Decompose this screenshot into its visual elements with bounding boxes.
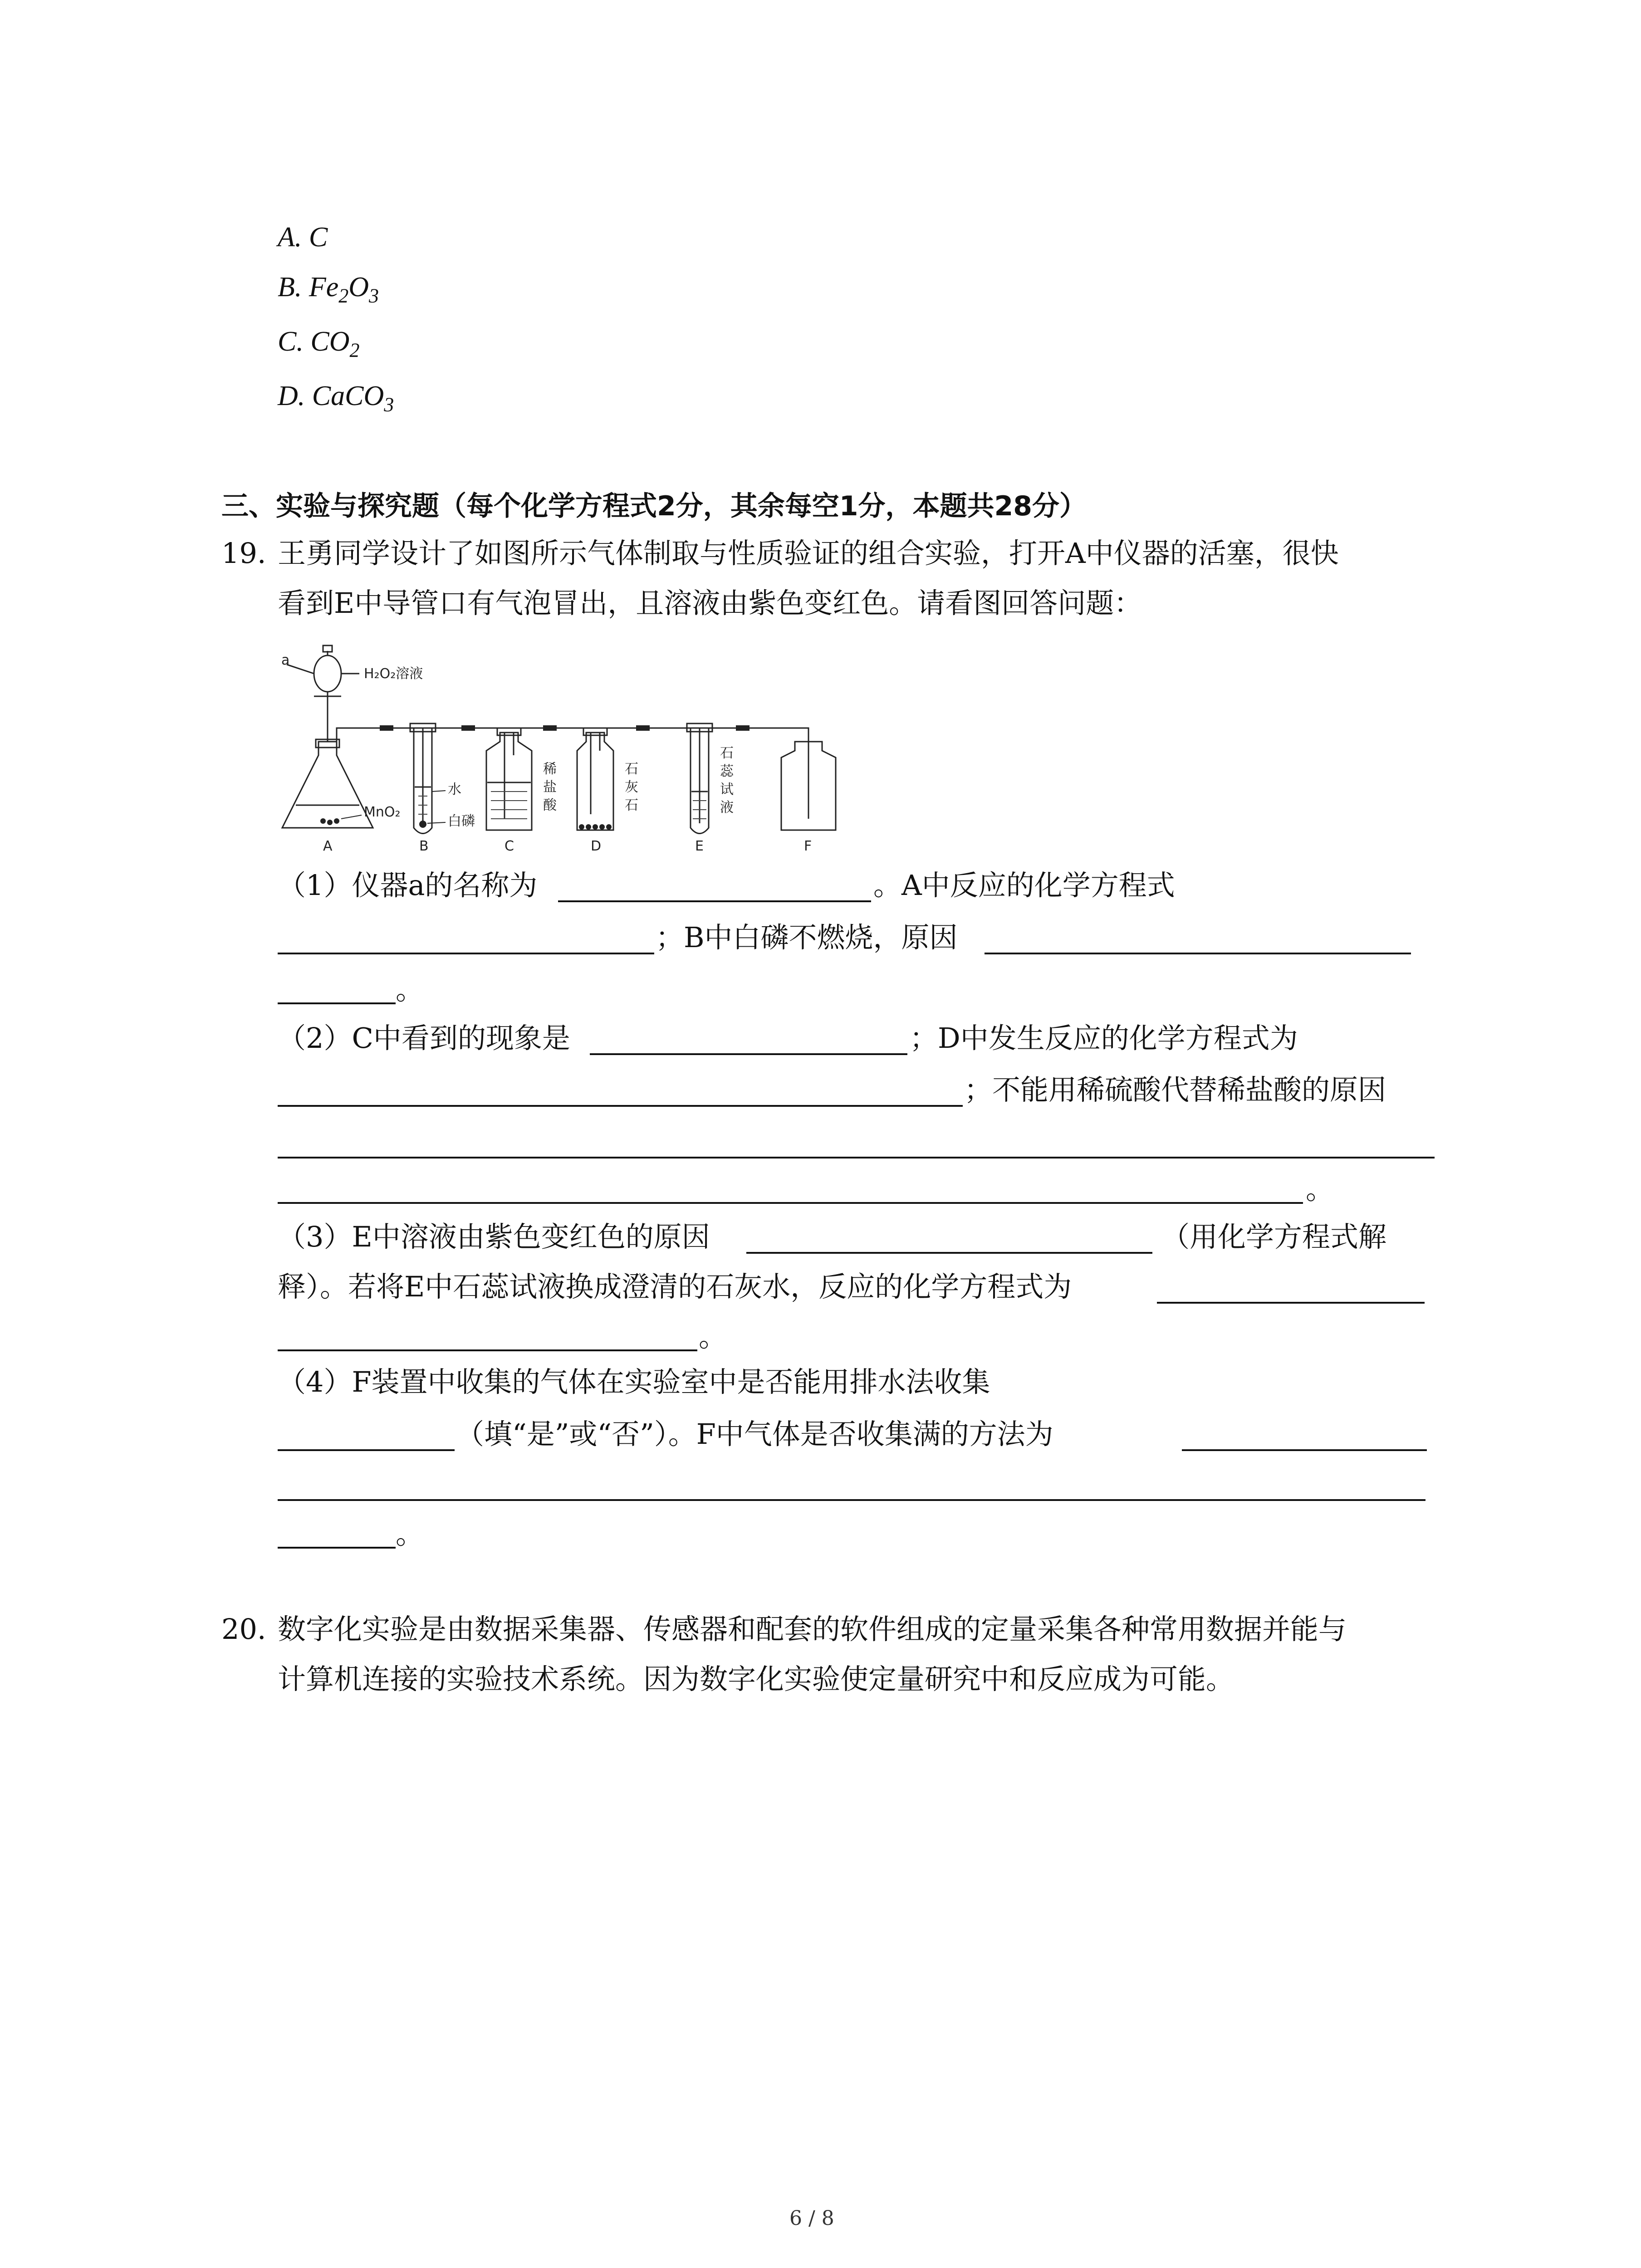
question-number-20: 20.: [221, 1613, 266, 1646]
bottle-c: [486, 733, 532, 830]
apparatus-figure: [278, 637, 877, 855]
q20-stem-line2: 计算机连接的实验技术系统。因为数字化实验使定量研究中和反应成为可能。: [278, 1662, 1234, 1696]
label-litmus-3: 试: [720, 782, 734, 797]
apparatus-label-f: F: [804, 838, 812, 854]
q19-part2-c: ；不能用稀硫酸代替稀盐酸的原因: [964, 1073, 1386, 1106]
conical-flask-a: [282, 742, 373, 828]
answer-blank-2[interactable]: [278, 953, 654, 954]
answer-blank-8-cont[interactable]: [278, 1349, 697, 1351]
label-acid-1: 稀: [543, 761, 557, 777]
q19-part3-end: 。: [699, 1320, 727, 1353]
q19-part3-b: （用化学方程式解: [1161, 1220, 1387, 1253]
label-acid-2: 盐: [543, 779, 557, 795]
q19-part4-end: 。: [396, 1517, 424, 1550]
answer-blank-3-cont[interactable]: [278, 1002, 396, 1004]
answer-blank-10[interactable]: [1182, 1449, 1427, 1451]
q19-part1-c: ；B中白磷不燃烧，原因: [656, 921, 958, 954]
q19-part2-a: （2）C中看到的现象是: [278, 1022, 570, 1055]
apparatus-label-c: C: [505, 838, 514, 854]
option-c: C. $CO_2$: [278, 326, 360, 362]
label-h2o2: H₂O₂溶液: [364, 666, 423, 682]
q19-stem-line1: 王勇同学设计了如图所示气体制取与性质验证的组合实验，打开A中仪器的活塞，很快: [278, 537, 1339, 570]
label-litmus-1: 石: [720, 745, 734, 761]
option-d: D. CaCO$_3$: [278, 381, 394, 416]
q19-part1-b: 。A中反应的化学方程式: [873, 869, 1175, 902]
answer-blank-10-cont[interactable]: [278, 1499, 1425, 1501]
apparatus-label-e: E: [695, 838, 704, 854]
label-litmus-2: 蕊: [720, 763, 734, 779]
label-acid-3: 酸: [543, 797, 557, 813]
apparatus-label-b: B: [419, 838, 429, 854]
apparatus-label-d: D: [591, 838, 602, 854]
answer-blank-10-cont2[interactable]: [278, 1547, 396, 1549]
label-litmus-4: 液: [720, 800, 734, 816]
answer-blank-5[interactable]: [278, 1105, 963, 1107]
answer-blank-6-cont[interactable]: [278, 1202, 1303, 1204]
option-a: A. C: [278, 222, 328, 253]
label-water: 水: [448, 782, 461, 797]
answer-blank-4[interactable]: [590, 1053, 907, 1055]
answer-blank-7[interactable]: [746, 1252, 1152, 1254]
q19-stem-line2: 看到E中导管口有气泡冒出，且溶液由紫色变红色。请看图回答问题：: [278, 587, 1142, 620]
q20-stem-line1: 数字化实验是由数据采集器、传感器和配套的软件组成的定量采集各种常用数据并能与: [278, 1613, 1347, 1646]
label-lime-3: 石: [625, 797, 638, 813]
q19-part1-a: （1）仪器a的名称为: [278, 869, 538, 902]
section-heading: 三、实验与探究题（每个化学方程式2分，其余每空1分，本题共28分）: [221, 490, 1087, 522]
answer-blank-3[interactable]: [985, 953, 1411, 954]
label-a: a: [281, 652, 290, 668]
q19-part1-end: 。: [396, 973, 424, 1006]
bottle-d: [577, 733, 613, 830]
q19-part2-b: ；D中发生反应的化学方程式为: [910, 1022, 1298, 1055]
label-lime-1: 石: [625, 761, 638, 777]
label-white-phosphorus: 白磷: [448, 813, 475, 829]
q19-part4-a: （4）F装置中收集的气体在实验室中是否能用排水法收集: [278, 1365, 990, 1398]
option-b: B. $Fe_2O_3$: [278, 272, 379, 307]
q19-part4-b: （填“是”或“否”）。F中气体是否收集满的方法为: [456, 1418, 1053, 1451]
q19-part3-c: 释）。若将E中石蕊试液换成澄清的石灰水，反应的化学方程式为: [278, 1270, 1072, 1303]
q19-part3-a: （3）E中溶液由紫色变红色的原因: [278, 1220, 710, 1253]
page-number: 6 / 8: [789, 2207, 834, 2230]
answer-blank-8[interactable]: [1157, 1302, 1425, 1304]
question-number-19: 19.: [221, 537, 266, 570]
answer-blank-1[interactable]: [558, 900, 871, 902]
q19-part2-end: 。: [1306, 1173, 1334, 1206]
answer-blank-6[interactable]: [278, 1157, 1435, 1158]
separatory-funnel: [314, 655, 341, 692]
label-lime-2: 灰: [625, 779, 638, 795]
apparatus-label-a: A: [323, 838, 333, 854]
label-mno2: MnO₂: [364, 804, 401, 820]
answer-blank-9[interactable]: [278, 1449, 455, 1451]
